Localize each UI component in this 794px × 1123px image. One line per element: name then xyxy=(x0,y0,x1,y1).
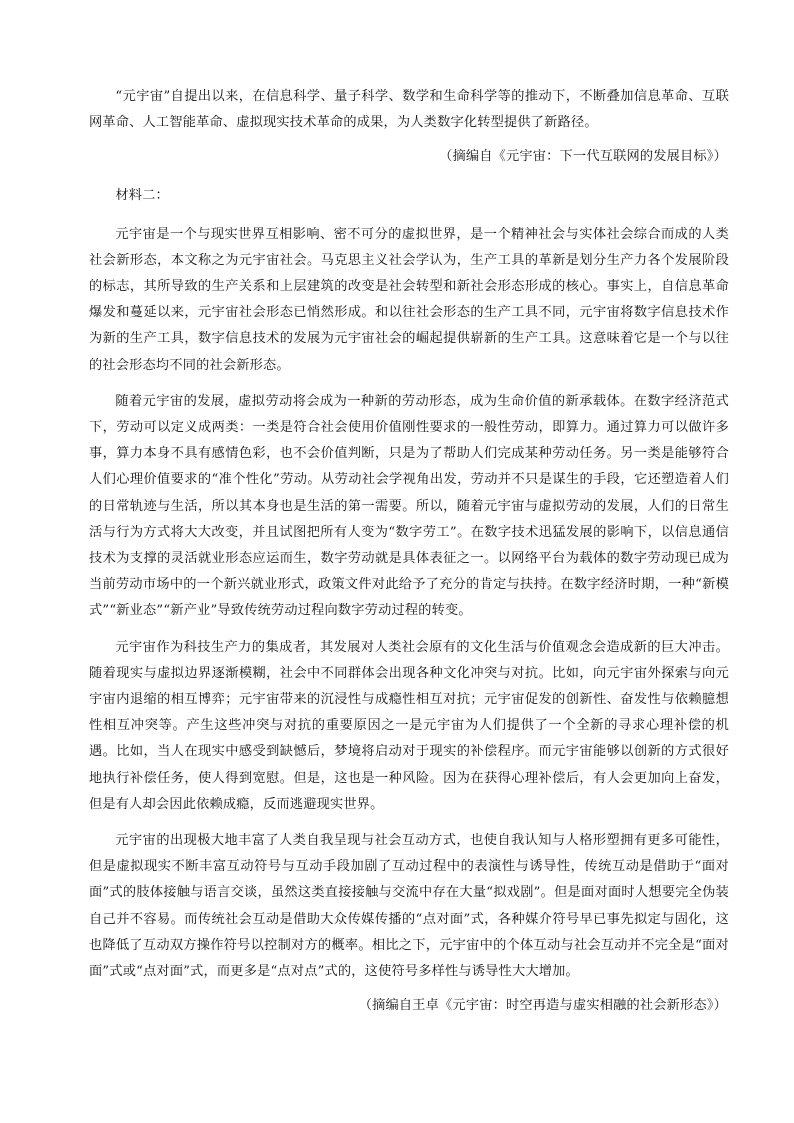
source-citation-1: （摘编自《元宇宙：下一代互联网的发展目标》） xyxy=(439,149,727,165)
paragraph-new-social-form: 元宇宙是一个与现实世界互相影响、密不可分的虚拟世界，是一个精神社会与实体社会综合而成的人类社会新形态，本文称之为元宇宙社会。马克思主义社会学认为，生产工具的革新是划分生产力各个发展阶段的标志，其所导致的生产关系和上层建筑的改变是社会转型和新社会形态形成的核心。事实上，自信息革命爆发和蔓延以来，元宇宙社会形态已悄然形成。和以往社会形态的生产工具不同，元宇宙将数字信息技术作为新的生产工具，数字信息技术的发展为元宇宙社会的崛起提供崭新的生产工具。这意味着它是一个与以往的社会形态均不同的社会新形态。 xyxy=(89,226,729,373)
paragraph-intro: “元宇宙”自提出以来，在信息科学、量子科学、数学和生命科学等的推动下，不断叠加信息革命、互联网革命、人工智能革命、虚拟现实技术革命的成果，为人类数字化转型提供了新路径。 xyxy=(89,89,729,131)
document-body xyxy=(89,84,729,1032)
paragraph-virtual-labor: 随着元宇宙的发展，虚拟劳动将会成为一种新的劳动形态，成为生命价值的新承载体。在数字经济范式下，劳动可以定义成两类：一类是符合社会使用价值刚性要求的一般性劳动，即算力。通过算力可以做许多事，算力本身不具有感情色彩，也不会价值判断，只是为了帮助人们完成某种劳动任务。另一类是能够符合人们心理价值要求的“准个性化”劳动。从劳动社会学视角出发，劳动并不只是谋生的手段，它还塑造着人们的日常轨迹与生活，所以其本身也是生活的第一需要。所以，随着元宇宙与虚拟劳动的发展，人们的日常生活与行为方式将大大改变，并且试图把所有人变为“数字劳工”。在数字技术迅猛发展的影响下，以信息通信技术为支撑的灵活就业形态应运而生，数字劳动就是具体表征之一。以网络平台为载体的数字劳动现已成为当前劳动市场中的一个新兴就业形式，政策文件对此给予了充分的肯定与扶持。在数字经济时期，一种“新模式”“新业态”“新产业”导致传统劳动过程向数字劳动过程的转变。 xyxy=(89,393,729,619)
source-citation-2: （摘编自王卓《元宇宙：时空再造与虚实相融的社会新形态》） xyxy=(358,998,727,1014)
paragraph-cultural-conflict: 元宇宙作为科技生产力的集成者，其发展对人类社会原有的文化生活与价值观念会造成新的巨大冲击。随着现实与虚拟边界逐渐模糊，社会中不同群体会出现各种文化冲突与对抗。比如，向元宇宙外探索与向元宇宙内退缩的相互博弈；元宇宙带来的沉浸性与成瘾性相互对抗；元宇宙促发的创新性、奋发性与依赖臆想性相互冲突等。产生这些冲突与对抗的重要原因之一是元宇宙为人们提供了一个全新的寻求心理补偿的机遇。比如，当人在现实中感受到缺憾后，梦境将启动对于现实的补偿程序。而元宇宙能够以创新的方式很好地执行补偿任务，使人得到宽慰。但是，这也是一种风险。因为在获得心理补偿后，有人会更加向上奋发，但是有人却会因此依赖成瘾，反而逃避现实世界。 xyxy=(89,639,729,812)
paragraph-social-interaction: 元宇宙的出现极大地丰富了人类自我呈现与社会互动方式，也使自我认知与人格形塑拥有更多可能性，但是虚拟现实不断丰富互动符号与互动手段加剧了互动过程中的表演性与诱导性，传统互动是借助于“面对面”式的肢体接触与语言交谈，虽然这类直接接触与交流中存在大量“拟戏剧”。但是面对面时人想要完全伪装自己并不容易。而传统社会互动是借助大众传媒传播的“点对面”式，各种媒介符号早已事先拟定与固化，这也降低了互动双方操作符号以控制对方的概率。相比之下，元宇宙中的个体互动与社会互动并不完全是“面对面”式或“点对面”式，而更多是“点对点”式的，这使符号多样性与诱导性大大增加。 xyxy=(89,833,729,980)
material-2-label: 材料二： xyxy=(115,188,169,204)
